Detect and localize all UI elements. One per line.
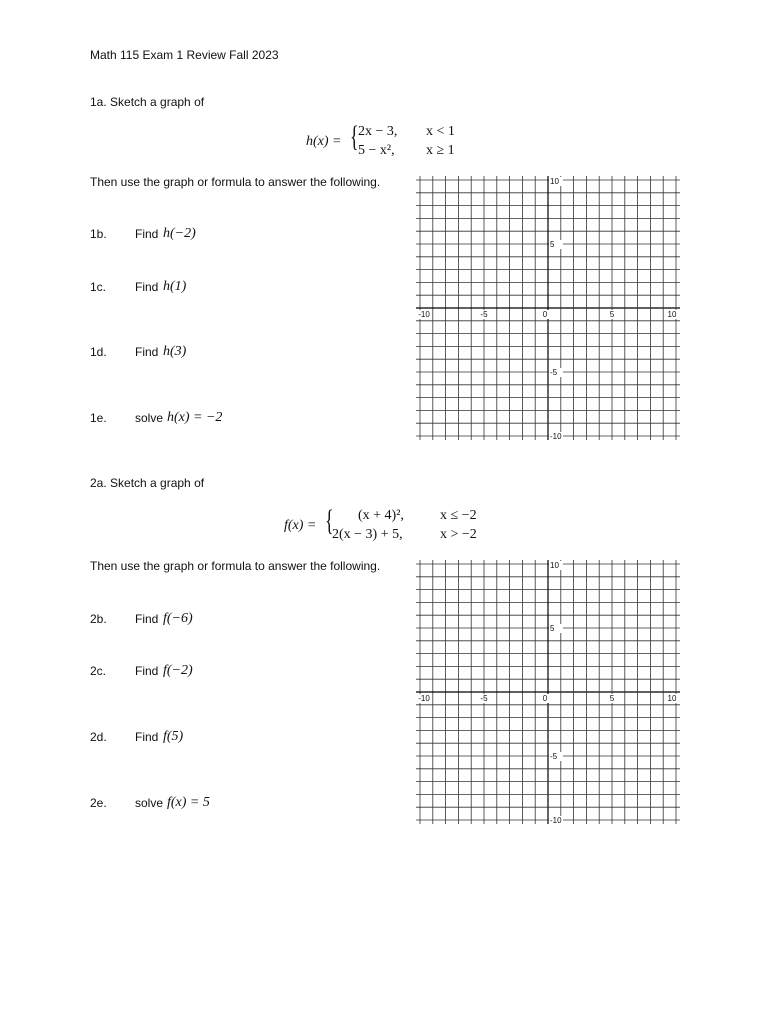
- piece-2-expression: 2(x − 3) + 5,: [332, 527, 403, 542]
- left-brace: {: [350, 120, 359, 153]
- question-label: 1e.: [90, 411, 107, 425]
- x-tick-label: 0: [542, 310, 548, 319]
- x-tick-label: -10: [418, 694, 430, 703]
- x-tick-label: -10: [418, 310, 430, 319]
- question-verb: solve: [135, 796, 164, 810]
- question-expression: h(x) = −2: [167, 410, 223, 425]
- x-tick-label: 0: [542, 694, 548, 703]
- x-tick-label: 5: [609, 310, 615, 319]
- piece-1-expression: (x + 4)²,: [358, 508, 404, 523]
- question-verb: Find: [135, 345, 159, 359]
- question-expression: h(1): [163, 279, 187, 294]
- y-tick-label: -5: [550, 752, 558, 761]
- question-label: 1d.: [90, 345, 107, 359]
- question-label: 2e.: [90, 796, 107, 810]
- problem-2a-prompt: 2a. Sketch a graph of: [90, 476, 205, 490]
- page-title: Math 115 Exam 1 Review Fall 2023: [90, 48, 279, 62]
- coordinate-grid-2[interactable]: [414, 558, 682, 826]
- question-label: 2d.: [90, 730, 107, 744]
- x-tick-label: 5: [609, 694, 615, 703]
- question-label: 1c.: [90, 280, 107, 294]
- question-verb: Find: [135, 227, 159, 241]
- y-tick-label: 5: [550, 624, 555, 633]
- y-tick-label: -10: [550, 432, 562, 441]
- piece-2-condition: x ≥ 1: [426, 143, 455, 158]
- function-name-f: f(x) =: [284, 518, 317, 533]
- question-label: 2b.: [90, 612, 107, 626]
- problem-1a-prompt: 1a. Sketch a graph of: [90, 95, 205, 109]
- question-label: 2c.: [90, 664, 107, 678]
- question-verb: solve: [135, 411, 164, 425]
- y-tick-label: 10: [550, 561, 559, 570]
- question-verb: Find: [135, 280, 159, 294]
- x-tick-label: -5: [480, 310, 488, 319]
- question-verb: Find: [135, 730, 159, 744]
- piece-2-condition: x > −2: [440, 527, 477, 542]
- question-verb: Find: [135, 664, 159, 678]
- question-expression: f(−6): [163, 611, 193, 626]
- x-tick-label: 10: [667, 694, 677, 703]
- y-tick-label: -10: [550, 816, 562, 825]
- piece-2-expression: 5 − x²,: [358, 143, 395, 158]
- x-tick-label: 10: [667, 310, 677, 319]
- question-expression: h(−2): [163, 226, 196, 241]
- function-name-h: h(x) =: [306, 134, 342, 149]
- y-tick-label: 5: [550, 240, 555, 249]
- problem-1-instruction: Then use the graph or formula to answer the following.: [90, 175, 381, 189]
- coordinate-grid-1[interactable]: [414, 174, 682, 442]
- question-verb: Find: [135, 612, 159, 626]
- question-label: 1b.: [90, 227, 107, 241]
- piece-1-condition: x < 1: [426, 124, 455, 139]
- y-tick-label: -5: [550, 368, 558, 377]
- question-expression: f(5): [163, 729, 184, 744]
- piece-1-condition: x ≤ −2: [440, 508, 477, 523]
- question-expression: h(3): [163, 344, 187, 359]
- problem-2-instruction: Then use the graph or formula to answer the following.: [90, 559, 381, 573]
- question-expression: f(−2): [163, 663, 193, 678]
- question-expression: f(x) = 5: [167, 795, 210, 810]
- left-brace: {: [325, 504, 334, 537]
- x-tick-label: -5: [480, 694, 488, 703]
- piece-1-expression: 2x − 3,: [358, 124, 398, 139]
- y-tick-label: 10: [550, 177, 559, 186]
